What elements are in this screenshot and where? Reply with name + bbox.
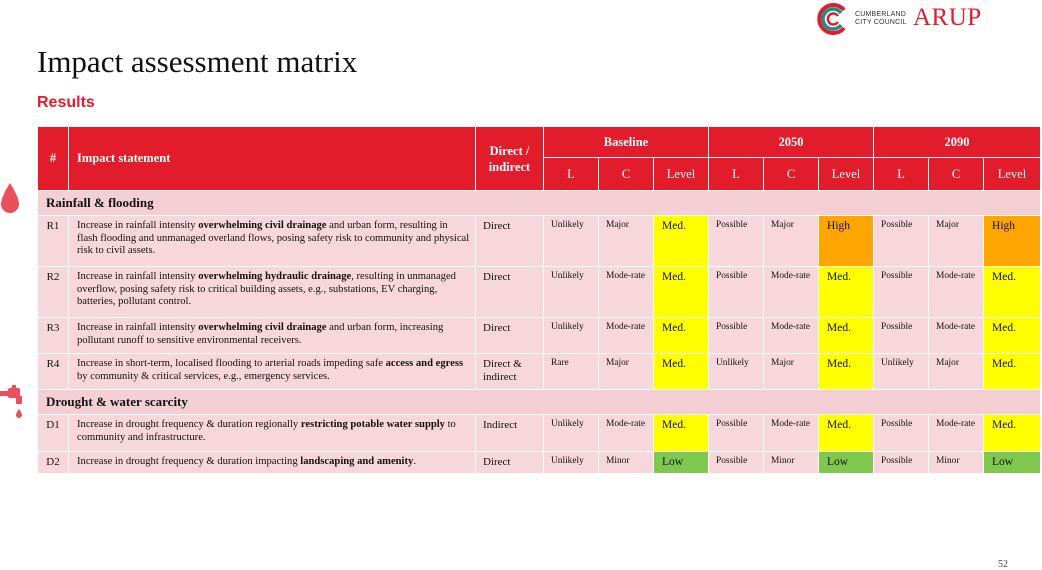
header-statement: Impact statement (69, 127, 476, 191)
statement-emphasis: overwhelming civil drainage (198, 220, 327, 231)
risk-level-badge: Med. (819, 354, 874, 390)
risk-level-badge: Med. (984, 354, 1041, 390)
likelihood: Rare (544, 354, 599, 390)
likelihood: Unlikely (544, 452, 599, 474)
section-subtitle: Results (37, 94, 95, 111)
table-row (38, 216, 1041, 267)
header-period: Baseline (544, 127, 709, 158)
likelihood: Possible (709, 216, 764, 267)
impact-statement (69, 216, 476, 267)
logos (782, 0, 1042, 40)
statement-emphasis: access and egress (385, 358, 464, 369)
header-level: Level (984, 158, 1041, 191)
arup-logo: ARUP (913, 4, 982, 31)
category-label: Rainfall & flooding (38, 191, 1041, 216)
row-id: R3 (38, 318, 69, 354)
likelihood: Possible (874, 216, 929, 267)
risk-level-badge: Med. (819, 267, 874, 318)
direct-indirect: Direct & indirect (476, 354, 544, 390)
impact-statement (69, 415, 476, 452)
consequence: Major (764, 216, 819, 267)
statement-text: and urban form, increasing pollutant runoff to sensitive environmental receivers. (77, 322, 444, 346)
risk-level-badge: Med. (654, 318, 709, 354)
statement-text: Increase in drought frequency & duration impacting (77, 456, 301, 467)
risk-level-badge: Med. (984, 415, 1041, 452)
consequence: Mode-rate (599, 318, 654, 354)
consequence: Major (764, 354, 819, 390)
consequence: Mode-rate (599, 415, 654, 452)
statement-text: by community & critical services, e.g., emergency services. (77, 370, 330, 382)
direct-indirect: Indirect (476, 415, 544, 452)
risk-level-badge: Low (984, 452, 1041, 474)
impact-statement (69, 267, 476, 318)
row-id: D1 (38, 415, 69, 452)
statement-text: . (413, 456, 416, 467)
risk-level-badge: High (984, 216, 1041, 267)
header-l: L (544, 158, 599, 191)
likelihood: Unlikely (544, 318, 599, 354)
page-number: 52 (998, 559, 1008, 570)
header-level: Level (654, 158, 709, 191)
consequence: Mode-rate (929, 415, 984, 452)
header-period: 2090 (874, 127, 1041, 158)
header-c: C (929, 158, 984, 191)
likelihood: Possible (874, 318, 929, 354)
consequence: Minor (929, 452, 984, 474)
row-id: R1 (38, 216, 69, 267)
consequence: Mode-rate (929, 267, 984, 318)
category-row (38, 390, 1041, 415)
statement-emphasis: overwhelming hydraulic drainage (198, 271, 352, 282)
likelihood: Unlikely (709, 354, 764, 390)
header-l: L (709, 158, 764, 191)
matrix-body (38, 191, 1041, 474)
consequence: Mode-rate (764, 267, 819, 318)
statement-text: Increase in short-term, localised flooding to arterial roads impeding safe (77, 358, 386, 369)
statement-text: Increase in rainfall intensity (77, 220, 199, 231)
table-row (38, 452, 1041, 474)
likelihood: Possible (709, 452, 764, 474)
impact-statement (69, 318, 476, 354)
statement-emphasis: overwhelming civil drainage (198, 322, 327, 333)
cumberland-council-logo-icon (816, 2, 850, 36)
likelihood: Unlikely (544, 267, 599, 318)
risk-level-badge: Med. (984, 267, 1041, 318)
header-direct: Direct / indirect (476, 127, 544, 191)
header-level: Level (819, 158, 874, 191)
tap-icon (0, 385, 26, 419)
likelihood: Unlikely (544, 216, 599, 267)
statement-text: and urban form, resulting in flash flooding and unmanaged overland flows, posing safety risk to community and physical risk to civil assets. (77, 220, 470, 256)
rain-drop-icon (0, 181, 20, 217)
direct-indirect: Direct (476, 318, 544, 354)
category-row (38, 191, 1041, 216)
statement-emphasis: restricting potable water supply (300, 419, 445, 430)
impact-statement (69, 452, 476, 474)
risk-level-badge: Med. (654, 354, 709, 390)
table-row (38, 415, 1041, 452)
likelihood: Possible (709, 415, 764, 452)
direct-indirect: Direct (476, 267, 544, 318)
council-logo-text: CUMBERLAND CITY COUNCIL (855, 11, 907, 26)
table-row (38, 318, 1041, 354)
risk-level-badge: Low (654, 452, 709, 474)
likelihood: Possible (874, 267, 929, 318)
likelihood: Unlikely (874, 354, 929, 390)
table-row (38, 267, 1041, 318)
header-period: 2050 (709, 127, 874, 158)
risk-level-badge: Med. (654, 267, 709, 318)
impact-matrix-table (37, 126, 1041, 474)
consequence: Mode-rate (764, 318, 819, 354)
consequence: Mode-rate (764, 415, 819, 452)
risk-level-badge: Med. (984, 318, 1041, 354)
header-c: C (764, 158, 819, 191)
consequence: Major (929, 216, 984, 267)
statement-text: to community and infrastructure. (77, 419, 456, 443)
header-l: L (874, 158, 929, 191)
risk-level-badge: Med. (654, 216, 709, 267)
consequence: Major (599, 354, 654, 390)
statement-emphasis: landscaping and amenity (300, 456, 414, 467)
likelihood: Possible (709, 318, 764, 354)
direct-indirect: Direct (476, 216, 544, 267)
statement-text: Increase in drought frequency & duration regionally (77, 419, 301, 430)
statement-text: Increase in rainfall intensity (77, 322, 199, 333)
risk-level-badge: Med. (654, 415, 709, 452)
consequence: Major (929, 354, 984, 390)
consequence: Mode-rate (929, 318, 984, 354)
likelihood: Unlikely (544, 415, 599, 452)
direct-indirect: Direct (476, 452, 544, 474)
consequence: Minor (599, 452, 654, 474)
consequence: Major (599, 216, 654, 267)
page-title: Impact assessment matrix (37, 44, 358, 79)
impact-statement (69, 354, 476, 390)
risk-level-badge: High (819, 216, 874, 267)
row-id: R2 (38, 267, 69, 318)
statement-text: , resulting in unmanaged overflow, posing safety risk to critical building assets, e.g., substations, EV charging, batteries, pollutant control. (77, 271, 456, 307)
statement-text: Increase in rainfall intensity (77, 271, 199, 282)
table-row (38, 354, 1041, 390)
category-label: Drought & water scarcity (38, 390, 1041, 415)
likelihood: Possible (874, 415, 929, 452)
risk-level-badge: Med. (819, 318, 874, 354)
row-id: D2 (38, 452, 69, 474)
consequence: Minor (764, 452, 819, 474)
header-num: # (38, 127, 69, 191)
consequence: Mode-rate (599, 267, 654, 318)
risk-level-badge: Med. (819, 415, 874, 452)
risk-level-badge: Low (819, 452, 874, 474)
row-id: R4 (38, 354, 69, 390)
likelihood: Possible (709, 267, 764, 318)
header-c: C (599, 158, 654, 191)
likelihood: Possible (874, 452, 929, 474)
